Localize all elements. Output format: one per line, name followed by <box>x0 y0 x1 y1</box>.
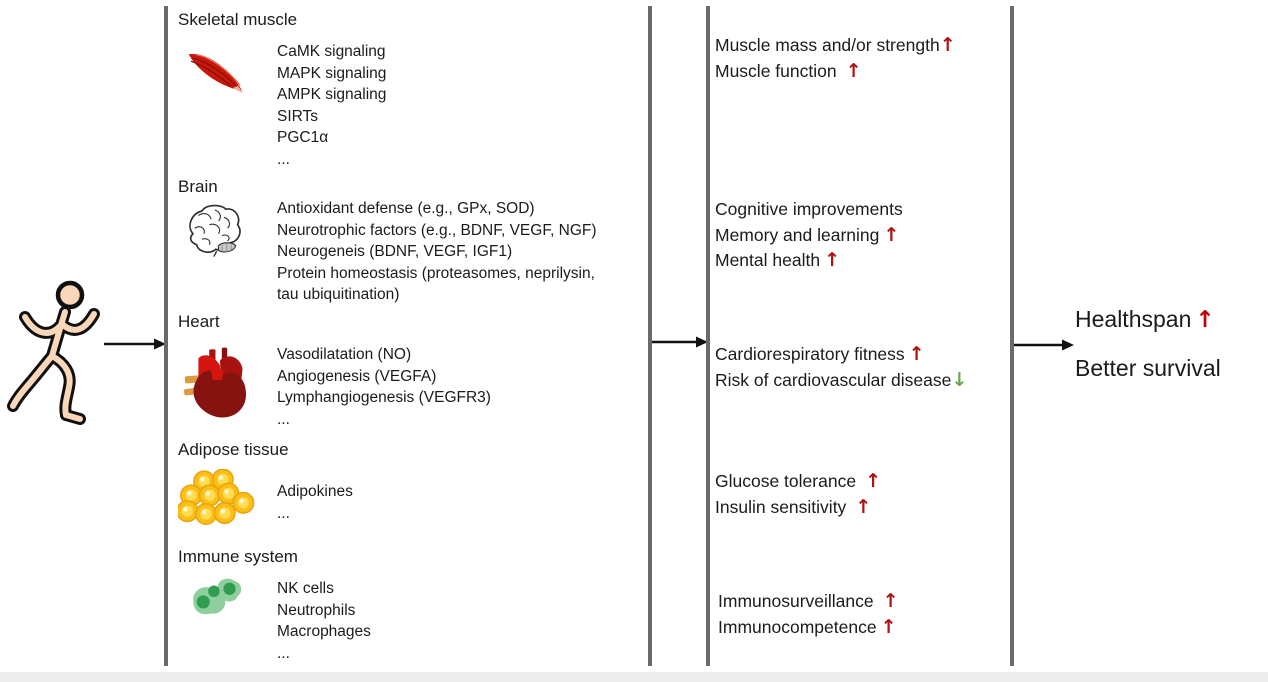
divider-bar-outcomes-left <box>706 6 710 666</box>
up-arrow-icon: ↑ <box>939 34 956 56</box>
ellipsis: ... <box>277 410 290 428</box>
final-outcome-text: Healthspan <box>1075 306 1192 332</box>
up-arrow-icon: ↑ <box>824 249 840 271</box>
ellipsis: ... <box>277 644 290 662</box>
outcome-text: Insulin sensitivity <box>715 496 847 517</box>
list-item: Neutrophils <box>277 601 356 619</box>
outcome-text: Risk of cardiovascular disease <box>715 369 952 390</box>
divider-bar-outcomes-right <box>1010 6 1014 666</box>
outcome-line <box>715 495 881 521</box>
list-item: Lymphangiogenesis (VEGFR3) <box>277 389 491 406</box>
ellipsis: ... <box>277 504 290 522</box>
outcome-text: Cognitive improvements <box>715 199 903 219</box>
flow-arrow-outcomes-to-final <box>1014 338 1074 352</box>
outcome-line <box>715 469 881 495</box>
list-item: Protein homeostasis (proteasomes, neprilysin, <box>277 264 595 282</box>
section-title-immune-system: Immune system <box>178 547 298 566</box>
list-item: Macrophages <box>277 623 371 640</box>
list-item: AMPK signaling <box>277 86 387 103</box>
section-title-heart: Heart <box>178 312 220 331</box>
section-title-skeletal-muscle: Skeletal muscle <box>178 10 298 29</box>
up-arrow-icon: ↑ <box>845 59 862 82</box>
outcome-group-immune <box>718 589 899 640</box>
outcome-line <box>715 33 956 59</box>
ellipsis: ... <box>277 150 290 168</box>
divider-bar-left <box>164 6 168 666</box>
heart-pathway-list <box>277 344 491 430</box>
outcome-group-brain <box>715 197 903 274</box>
brain-pathway-list <box>277 198 597 306</box>
outcome-group-muscle <box>715 33 956 84</box>
list-item: Vasodilatation (NO) <box>277 346 412 363</box>
outcome-text: Memory and learning <box>715 224 880 245</box>
outcome-text: Glucose tolerance <box>715 471 857 491</box>
list-item: Neurogeneis (BDNF, VEGF, IGF1) <box>277 243 513 260</box>
outcome-text: Mental health <box>715 250 821 270</box>
divider-bar-organs-right <box>648 6 652 666</box>
skeletal-muscle-pathway-list <box>277 41 386 170</box>
outcome-line <box>715 59 956 85</box>
muscle-icon <box>180 48 250 96</box>
up-arrow-icon: ↑ <box>908 343 925 365</box>
outcome-line <box>715 223 903 249</box>
flow-arrow-organs-to-outcomes <box>651 335 708 349</box>
up-arrow-icon: ↑ <box>1195 307 1215 333</box>
outcome-text: Immunocompetence <box>718 616 877 637</box>
adipose-pathway-list <box>277 481 353 524</box>
list-item: tau ubiquitination) <box>277 286 400 303</box>
outcome-line <box>715 368 967 394</box>
flow-arrow-exercise-to-organs <box>104 337 166 351</box>
up-arrow-icon: ↑ <box>882 590 899 612</box>
list-item: Neurotrophic factors (e.g., BDNF, VEGF, NGF) <box>277 221 597 239</box>
up-arrow-icon: ↑ <box>865 470 881 492</box>
outcome-text: Immunosurveillance <box>718 591 874 611</box>
running-person-icon <box>6 279 110 427</box>
up-arrow-icon: ↑ <box>855 495 872 518</box>
outcome-text: Cardiorespiratory fitness <box>715 344 905 364</box>
brain-icon <box>182 201 244 261</box>
outcome-group-metabolic <box>715 469 881 520</box>
up-arrow-icon: ↑ <box>880 615 897 638</box>
final-outcome-healthspan <box>1075 306 1215 333</box>
outcome-group-heart <box>715 342 967 393</box>
heart-icon <box>184 339 256 421</box>
list-item: SIRTs <box>277 107 319 125</box>
outcome-text: Muscle function <box>715 60 837 81</box>
final-outcome-survival <box>1075 355 1221 382</box>
outcome-line <box>715 248 903 274</box>
adipocytes-icon <box>178 469 262 531</box>
section-title-adipose-tissue: Adipose tissue <box>178 440 289 459</box>
final-outcome-text: Better survival <box>1075 355 1221 381</box>
outcome-text: Muscle mass and/or strength <box>715 35 940 55</box>
immune-cells-icon <box>189 574 247 620</box>
outcome-line <box>715 342 967 368</box>
immune-pathway-list <box>277 578 371 664</box>
list-item: Adipokines <box>277 483 353 500</box>
down-arrow-icon: ↓ <box>951 368 968 391</box>
outcome-line <box>718 615 899 641</box>
list-item: NK cells <box>277 580 334 597</box>
list-item: Angiogenesis (VEGFA) <box>277 367 437 385</box>
up-arrow-icon: ↑ <box>883 223 900 246</box>
outcome-line <box>718 589 899 615</box>
list-item: PGC1α <box>277 129 329 146</box>
outcome-line <box>715 197 903 223</box>
section-title-brain: Brain <box>178 177 218 196</box>
list-item: CaMK signaling <box>277 43 386 60</box>
list-item: MAPK signaling <box>277 64 387 82</box>
list-item: Antioxidant defense (e.g., GPx, SOD) <box>277 200 535 217</box>
bottom-edge-band <box>0 672 1268 682</box>
